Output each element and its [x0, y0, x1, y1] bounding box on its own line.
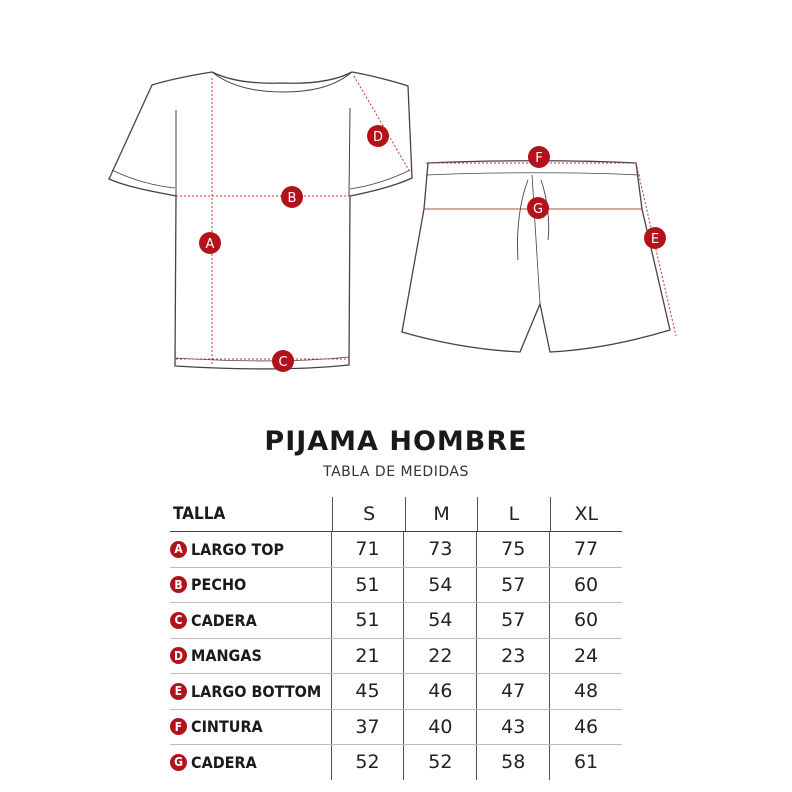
marker-e-icon	[644, 227, 666, 249]
marker-f-icon	[528, 146, 550, 168]
table-cell: 46	[403, 674, 476, 709]
row-label: MANGAS	[191, 646, 262, 666]
table-cell: 60	[549, 603, 622, 638]
table-row	[170, 603, 622, 639]
marker-b-label: B	[287, 191, 297, 206]
table-row	[170, 532, 622, 568]
table-row	[170, 745, 622, 780]
size-table	[170, 497, 622, 780]
tshirt-guides	[176, 76, 410, 366]
marker-a-label: A	[205, 237, 215, 252]
table-cell: 51	[331, 568, 404, 603]
table-cell: 57	[476, 603, 549, 638]
row-label: LARGO BOTTOM	[191, 681, 322, 701]
marker-d-icon	[367, 125, 389, 147]
row-marker-icon: F	[170, 718, 187, 735]
table-cell: 60	[549, 568, 622, 603]
marker-g-icon	[527, 197, 549, 219]
table-cell: 75	[476, 532, 549, 567]
table-cell: 47	[476, 674, 549, 709]
table-cell: 40	[403, 710, 476, 745]
row-label: LARGO TOP	[191, 539, 285, 559]
size-header-xl: XL	[550, 497, 622, 531]
table-cell: 54	[403, 603, 476, 638]
table-cell: 23	[476, 639, 549, 674]
row-marker-icon: B	[170, 576, 187, 593]
table-cell: 46	[549, 710, 622, 745]
shorts-drawing	[402, 161, 670, 352]
table-cell: 57	[476, 568, 549, 603]
table-cell: 45	[331, 674, 404, 709]
shorts-guides	[424, 163, 676, 336]
table-cell: 71	[331, 532, 404, 567]
row-label: CADERA	[191, 610, 257, 630]
marker-e-label: E	[650, 232, 660, 247]
marker-b-icon	[281, 186, 303, 208]
row-marker-icon: A	[170, 541, 187, 558]
table-row	[170, 639, 622, 675]
table-cell: 51	[331, 603, 404, 638]
table-cell: 52	[403, 745, 476, 780]
table-cell: 73	[403, 532, 476, 567]
row-label: PECHO	[191, 575, 247, 595]
table-cell: 48	[549, 674, 622, 709]
row-marker-icon: D	[170, 647, 187, 664]
table-cell: 43	[476, 710, 549, 745]
row-marker-icon: G	[170, 754, 187, 771]
marker-c-label: C	[278, 355, 288, 370]
marker-f-label: F	[535, 151, 543, 166]
row-label: CADERA	[191, 752, 257, 772]
size-header-m: M	[405, 497, 477, 531]
table-cell: 58	[476, 745, 549, 780]
table-row	[170, 674, 622, 710]
marker-c-icon	[272, 350, 294, 372]
table-row	[170, 568, 622, 604]
marker-g-label: G	[532, 202, 544, 217]
row-marker-icon: C	[170, 612, 187, 629]
table-cell: 22	[403, 639, 476, 674]
page-title: PIJAMA HOMBRE	[264, 426, 528, 457]
marker-a-icon	[199, 232, 221, 254]
table-cell: 24	[549, 639, 622, 674]
page-subtitle: TABLA DE MEDIDAS	[323, 464, 469, 480]
tshirt-drawing	[109, 72, 412, 369]
size-header-l: L	[477, 497, 549, 531]
row-marker-icon: E	[170, 683, 187, 700]
table-cell: 61	[549, 745, 622, 780]
table-cell: 37	[331, 710, 404, 745]
table-cell: 21	[331, 639, 404, 674]
table-row	[170, 710, 622, 746]
marker-d-label: D	[372, 130, 384, 145]
row-label: CINTURA	[191, 717, 263, 737]
table-header-label: TALLA	[173, 504, 226, 524]
table-cell: 77	[549, 532, 622, 567]
table-cell: 54	[403, 568, 476, 603]
table-header-row	[170, 497, 622, 532]
table-cell: 52	[331, 745, 404, 780]
size-header-s: S	[332, 497, 404, 531]
